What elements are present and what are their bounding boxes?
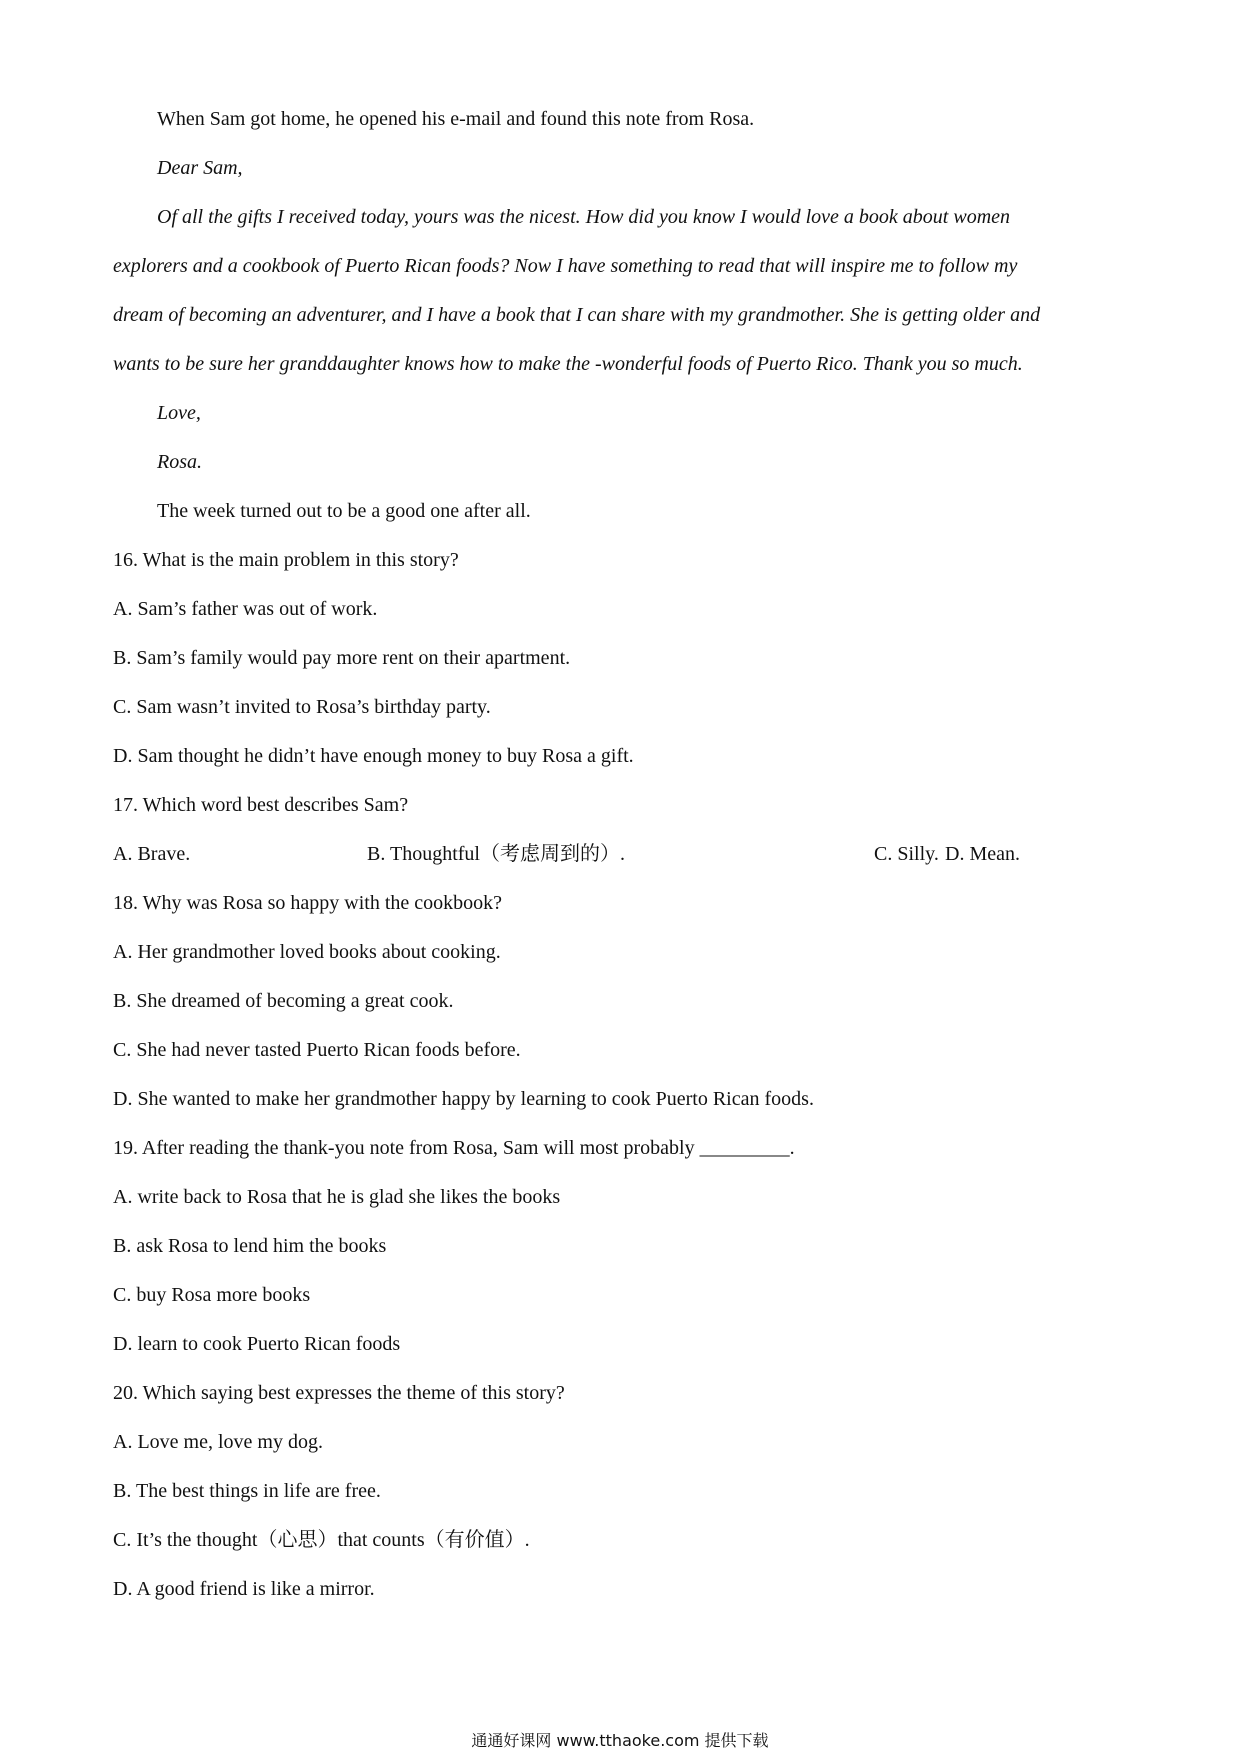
answer-option: D. She wanted to make her grandmother happy by learning to cook Puerto Rican foods. (113, 1088, 814, 1110)
answer-option: A. write back to Rosa that he is glad she likes the books (113, 1186, 561, 1208)
passage-conclusion: The week turned out to be a good one after all. (157, 500, 531, 522)
letter-body-line: explorers and a cookbook of Puerto Rican foods? Now I have something to read that will inspire me to follow my (113, 255, 1018, 277)
answer-option: C. She had never tasted Puerto Rican foods before. (113, 1039, 521, 1061)
page-footer: 通通好课网 www.tthaoke.com 提供下载 (471, 1731, 769, 1750)
answer-option: B. Sam’s family would pay more rent on their apartment. (113, 647, 571, 669)
answer-option: C. It’s the thought（心思）that counts（有价值）. (113, 1529, 530, 1551)
question-stem: 16. What is the main problem in this story? (113, 549, 459, 571)
answer-option: D. Mean. (945, 843, 1020, 865)
answer-option: A. Sam’s father was out of work. (113, 598, 378, 620)
answer-option: B. She dreamed of becoming a great cook. (113, 990, 454, 1012)
question-stem: 20. Which saying best expresses the theme of this story? (113, 1382, 565, 1404)
question-stem: 18. Why was Rosa so happy with the cookbook? (113, 892, 503, 914)
answer-option: D. learn to cook Puerto Rican foods (113, 1333, 401, 1355)
answer-option: A. Love me, love my dog. (113, 1431, 323, 1453)
letter-signature: Rosa. (157, 451, 202, 473)
answer-option: D. A good friend is like a mirror. (113, 1578, 375, 1600)
answer-option: A. Brave. (113, 843, 191, 865)
answer-option: B. ask Rosa to lend him the books (113, 1235, 387, 1257)
answer-option: C. Sam wasn’t invited to Rosa’s birthday party. (113, 696, 491, 718)
letter-body-line: Of all the gifts I received today, yours was the nicest. How did you know I would love a book about women (157, 206, 1011, 228)
passage-intro: When Sam got home, he opened his e-mail and found this note from Rosa. (157, 108, 755, 130)
answer-option: B. The best things in life are free. (113, 1480, 381, 1502)
answer-option: C. Silly. (874, 843, 939, 865)
letter-greeting: Dear Sam, (157, 157, 243, 179)
letter-body-line: wants to be sure her granddaughter knows how to make the -wonderful foods of Puerto Rico. Thank you so much. (113, 353, 1023, 375)
question-stem: 19. After reading the thank-you note from Rosa, Sam will most probably _________. (113, 1137, 795, 1159)
letter-body-line: dream of becoming an adventurer, and I have a book that I can share with my grandmother. She is getting older and (113, 304, 1041, 326)
answer-option: D. Sam thought he didn’t have enough money to buy Rosa a gift. (113, 745, 634, 767)
answer-option: C. buy Rosa more books (113, 1284, 311, 1306)
answer-option: B. Thoughtful（考虑周到的）. (367, 843, 625, 865)
letter-closing: Love, (157, 402, 201, 424)
answer-option: A. Her grandmother loved books about cooking. (113, 941, 501, 963)
question-stem: 17. Which word best describes Sam? (113, 794, 409, 816)
